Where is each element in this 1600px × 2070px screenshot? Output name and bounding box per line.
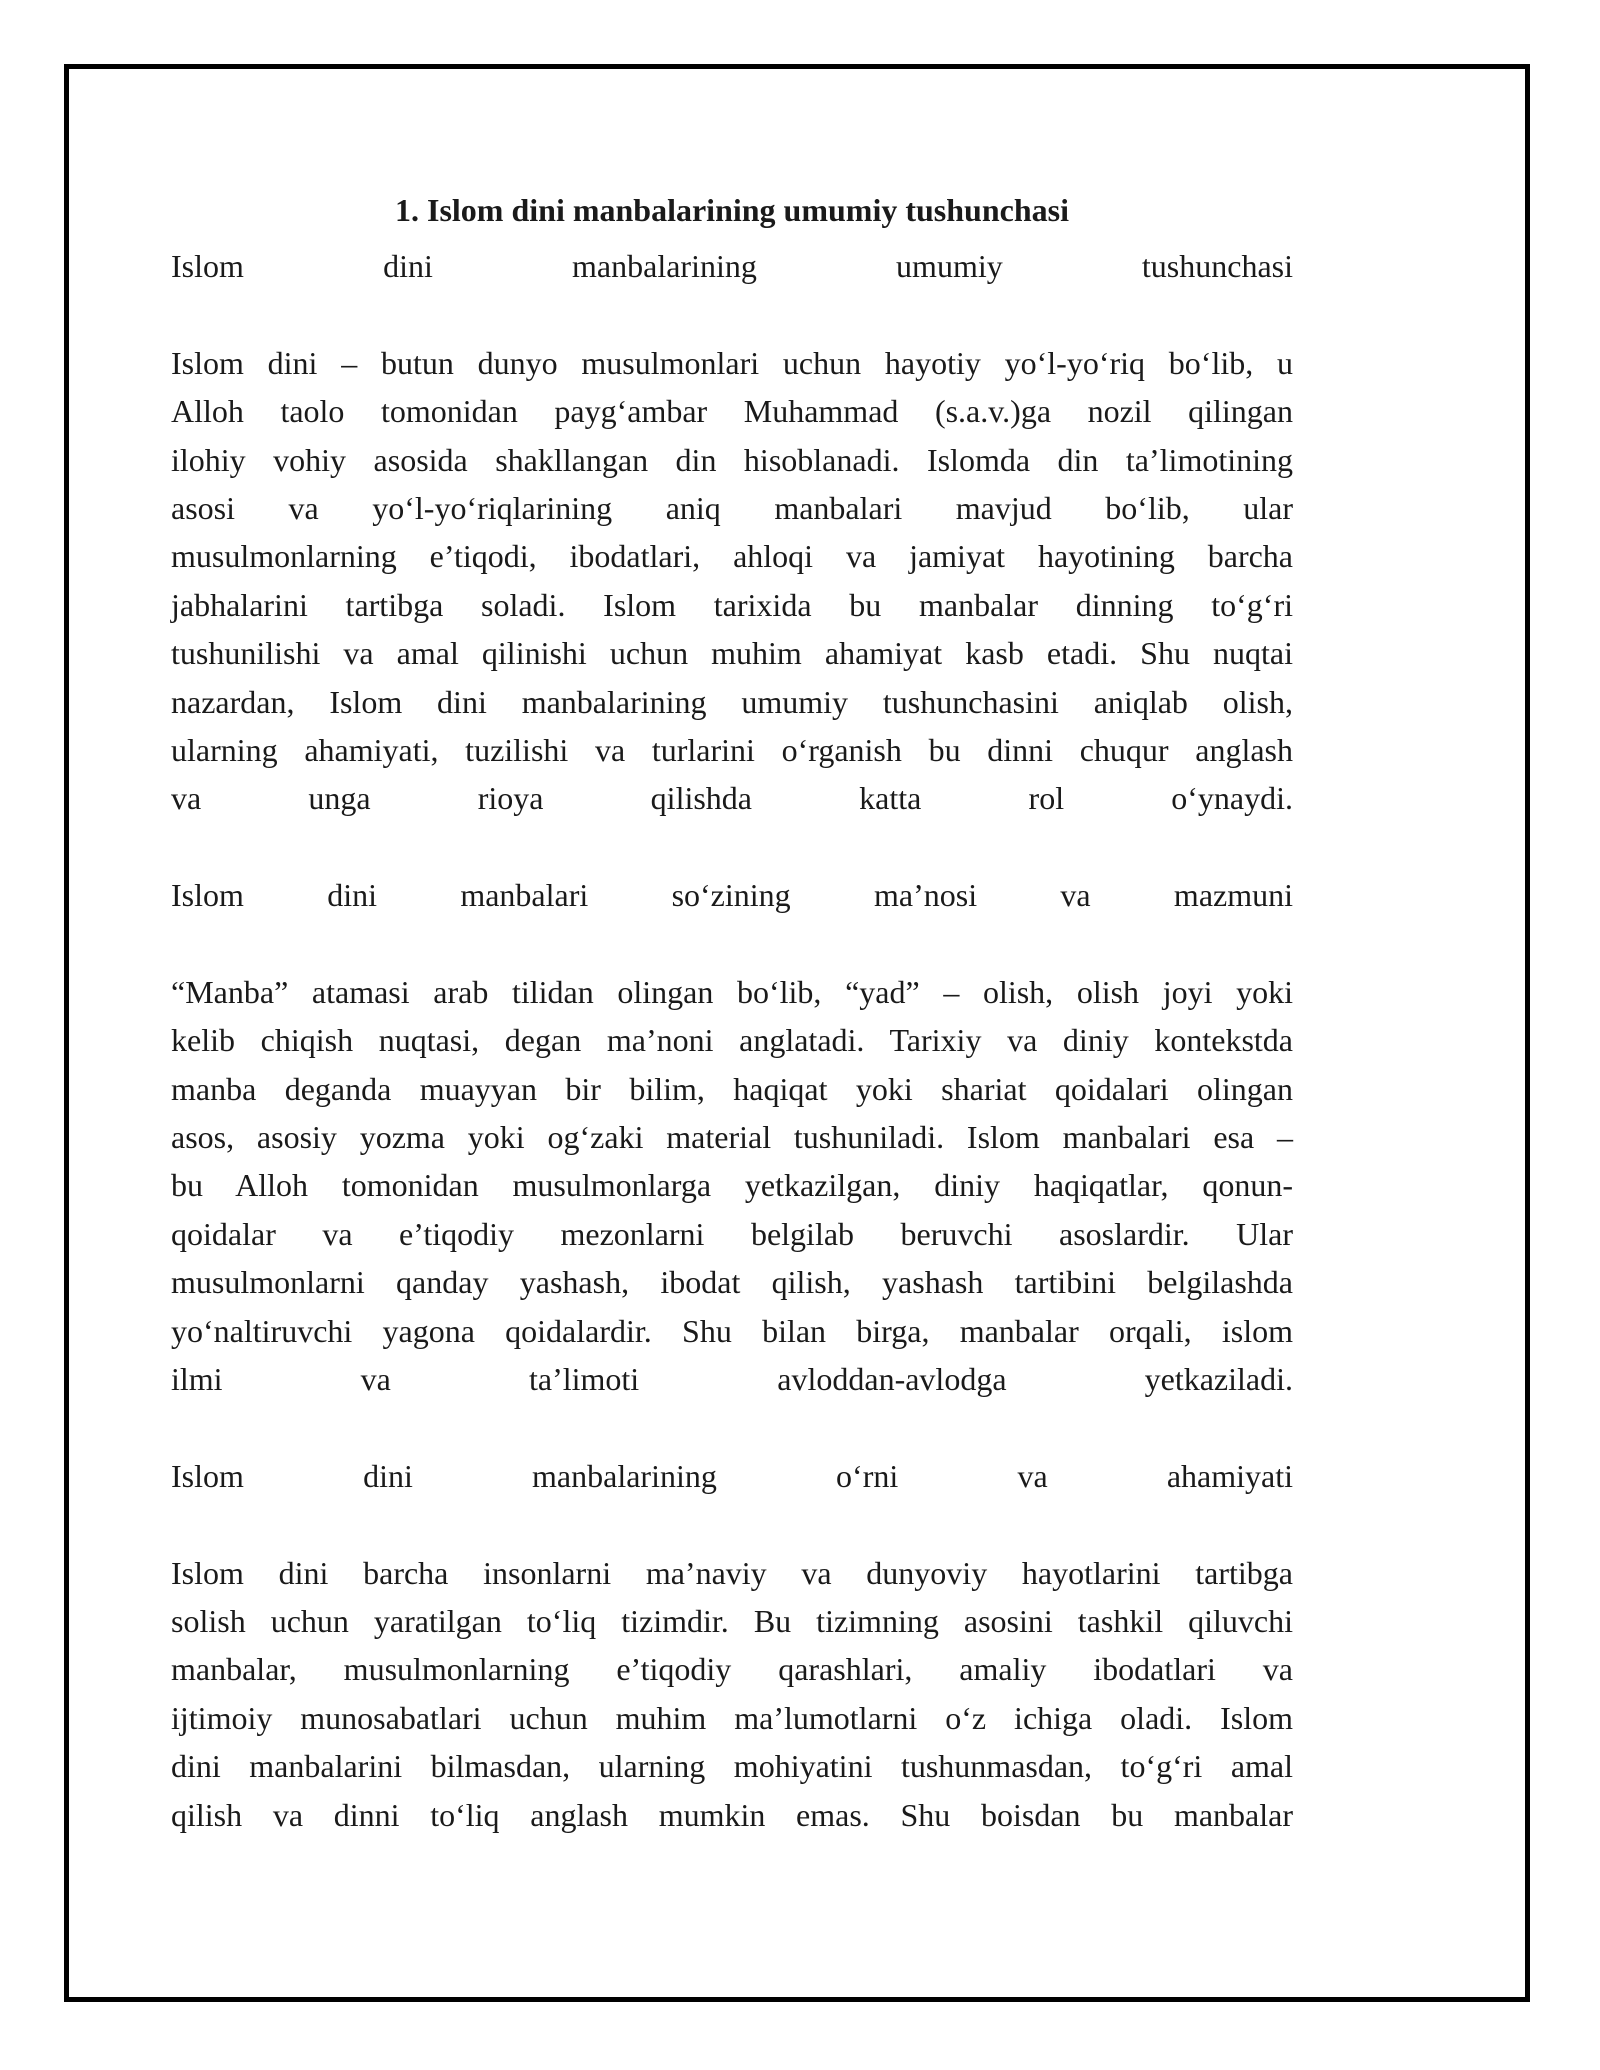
section-heading: Islom dini manbalarining o‘rni va ahamiyati xyxy=(171,1457,1293,1494)
paragraph-line: solish uchun yaratilgan to‘liq tizimdir. Bu tizimning asosini tashkil qiluvchi xyxy=(171,1602,1293,1639)
paragraph-line: dini manbalarini bilmasdan, ularning mohiyatini tushunmasdan, to‘g‘ri amal xyxy=(171,1748,1293,1785)
paragraph-line: asosi va yo‘l-yo‘riqlarining aniq manbalari mavjud bo‘lib, ular xyxy=(171,489,1293,526)
paragraph xyxy=(171,968,1293,1404)
paragraph-line: Islom dini barcha insonlarni ma’naviy va dunyoviy hayotlarini tartibga xyxy=(171,1554,1293,1591)
paragraph-line: qilish va dinni to‘liq anglash mumkin emas. Shu boisdan bu manbalar xyxy=(171,1796,1293,1833)
paragraph-line: asos, asosiy yozma yoki og‘zaki material tushuniladi. Islom manbalari esa – xyxy=(171,1119,1293,1156)
paragraph-line: manba deganda muayyan bir bilim, haqiqat yoki shariat qoidalari olingan xyxy=(171,1070,1293,1107)
paragraph-line: ilohiy vohiy asosida shakllangan din hisoblanadi. Islomda din ta’limotining xyxy=(171,441,1293,478)
paragraph-line: nazardan, Islom dini manbalarining umumiy tushunchasini aniqlab olish, xyxy=(171,683,1293,720)
paragraph-line: va unga rioya qilishda katta rol o‘ynaydi. xyxy=(171,780,1293,817)
paragraph-line: ijtimoiy munosabatlari uchun muhim ma’lumotlarni o‘z ichiga oladi. Islom xyxy=(171,1699,1293,1736)
paragraph xyxy=(171,339,1293,823)
section-heading: Islom dini manbalari so‘zining ma’nosi va mazmuni xyxy=(171,877,1293,914)
paragraph-line: manbalar, musulmonlarning e’tiqodiy qarashlari, amaliy ibodatlari va xyxy=(171,1651,1293,1688)
paragraph-line: bu Alloh tomonidan musulmonlarga yetkazilgan, diniy haqiqatlar, qonun- xyxy=(171,1167,1293,1204)
paragraph-line: musulmonlarning e’tiqodi, ibodatlari, ahloqi va jamiyat hayotining barcha xyxy=(171,538,1293,575)
document-body xyxy=(171,120,1293,1839)
paragraph-line: “Manba” atamasi arab tilidan olingan bo‘lib, “yad” – olish, olish joyi yoki xyxy=(171,973,1293,1010)
paragraph-line: ilmi va ta’limoti avloddan-avlodga yetkaziladi. xyxy=(171,1360,1293,1397)
paragraph-line: Alloh taolo tomonidan payg‘ambar Muhammad (s.a.v.)ga nozil qilingan xyxy=(171,393,1293,430)
paragraph-line: kelib chiqish nuqtasi, degan ma’noni anglatadi. Tarixiy va diniy kontekstda xyxy=(171,1022,1293,1059)
paragraph xyxy=(171,1549,1293,1839)
paragraph-line: qoidalar va e’tiqodiy mezonlarni belgilab beruvchi asoslardir. Ular xyxy=(171,1215,1293,1252)
paragraph-line: tushunilishi va amal qilinishi uchun muhim ahamiyat kasb etadi. Shu nuqtai xyxy=(171,635,1293,672)
paragraph-line: yo‘naltiruvchi yagona qoidalardir. Shu bilan birga, manbalar orqali, islom xyxy=(171,1312,1293,1349)
section-heading: Islom dini manbalarining umumiy tushunchasi xyxy=(171,248,1293,284)
paragraph-line: ularning ahamiyati, tuzilishi va turlarini o‘rganish bu dinni chuqur anglash xyxy=(171,731,1293,768)
paragraph-line: musulmonlarni qanday yashash, ibodat qilish, yashash tartibini belgilashda xyxy=(171,1264,1293,1301)
paragraph-line: jabhalarini tartibga soladi. Islom tarixida bu manbalar dinning to‘g‘ri xyxy=(171,586,1293,623)
paragraph-line: Islom dini – butun dunyo musulmonlari uchun hayotiy yo‘l-yo‘riq bo‘lib, u xyxy=(171,344,1293,381)
document-title: 1. Islom dini manbalarining umumiy tushunchasi xyxy=(395,192,1069,228)
